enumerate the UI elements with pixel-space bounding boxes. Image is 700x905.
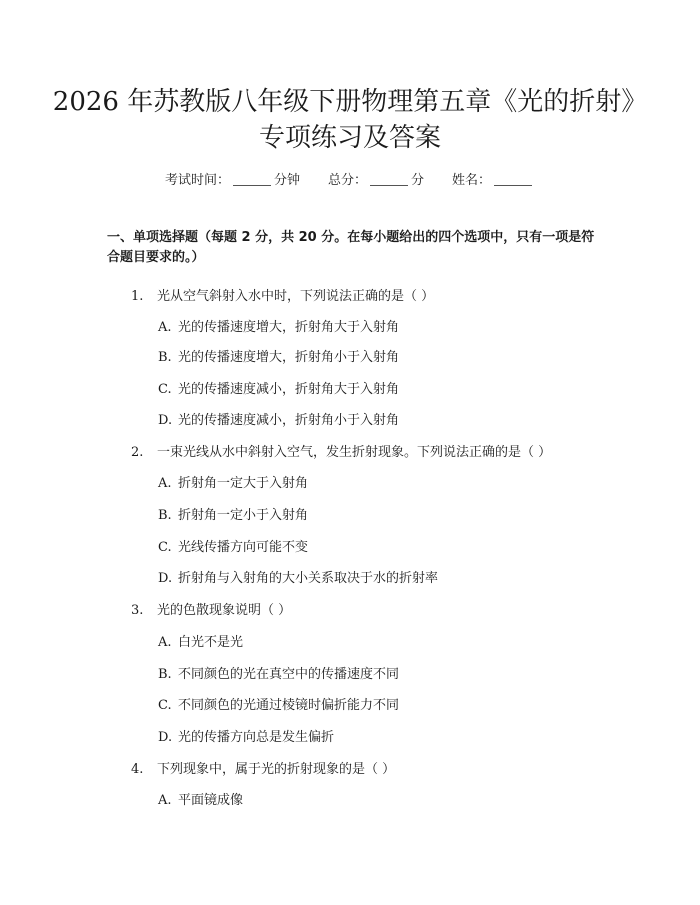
name-field	[452, 169, 535, 188]
option-text: 光的传播速度增大，折射角大于入射角	[178, 320, 400, 335]
question-1-option-d	[158, 409, 399, 428]
question-1-option-b	[158, 346, 399, 365]
total-score-field	[328, 169, 424, 188]
option-letter: C.	[158, 382, 172, 397]
name-label: 姓名：	[452, 173, 492, 188]
total-score-unit: 分	[411, 173, 425, 188]
question-4	[131, 758, 395, 777]
option-letter: B.	[158, 667, 172, 682]
exam-time-field	[165, 169, 300, 188]
question-1-option-a	[158, 316, 399, 335]
question-3-option-b	[158, 663, 399, 682]
option-text: 折射角一定大于入射角	[178, 476, 309, 491]
exam-time-label: 考试时间：	[164, 173, 230, 188]
option-letter: A.	[158, 476, 172, 491]
total-score-blank	[370, 185, 408, 186]
option-letter: C.	[158, 540, 172, 555]
question-number: 2.	[131, 445, 144, 460]
question-2	[131, 441, 551, 460]
question-2-option-d	[158, 567, 438, 586]
question-1-option-c	[158, 378, 399, 397]
exam-info-bar	[0, 169, 700, 188]
question-3-option-c	[158, 694, 399, 713]
question-1	[131, 285, 434, 304]
option-letter: D.	[158, 413, 173, 428]
option-letter: D.	[158, 730, 173, 745]
option-letter: B.	[158, 508, 172, 523]
exam-time-unit: 分钟	[273, 173, 300, 188]
option-letter: B.	[158, 350, 172, 365]
option-text: 不同颜色的光在真空中的传播速度不同	[178, 667, 400, 682]
option-text: 光的传播速度减小，折射角大于入射角	[178, 382, 400, 397]
question-text: 光从空气斜射入水中时，下列说法正确的是（ ）	[157, 289, 435, 304]
question-3-option-a	[158, 631, 243, 650]
option-text: 不同颜色的光通过棱镜时偏折能力不同	[178, 698, 400, 713]
option-text: 光线传播方向可能不变	[178, 540, 309, 555]
question-3	[131, 599, 291, 618]
document-title: 2026 年苏教版八年级下册物理第五章《光的折射》专项练习及答案	[52, 87, 648, 153]
option-letter: C.	[158, 698, 172, 713]
question-3-option-d	[158, 726, 334, 745]
option-letter: D.	[158, 571, 173, 586]
section-heading-single-choice: 一、单项选择题（每题 2 分，共 20 分。在每小题给出的四个选项中，只有一项是符合题目要求的。）	[107, 230, 595, 265]
total-score-label: 总分：	[327, 173, 367, 188]
question-2-option-a	[158, 472, 308, 491]
question-number: 3.	[131, 603, 144, 618]
question-text: 下列现象中，属于光的折射现象的是（ ）	[157, 762, 396, 777]
option-letter: A.	[158, 635, 172, 650]
option-text: 白光不是光	[178, 635, 244, 650]
option-text: 光的传播速度减小，折射角小于入射角	[178, 413, 400, 428]
exam-time-blank	[233, 185, 271, 186]
name-blank	[494, 185, 532, 186]
question-text: 一束光线从水中斜射入空气，发生折射现象。下列说法正确的是（ ）	[157, 445, 552, 460]
question-number: 4.	[131, 762, 144, 777]
option-letter: A.	[158, 320, 172, 335]
question-2-option-b	[158, 504, 308, 523]
option-text: 平面镜成像	[178, 793, 244, 808]
option-text: 光的传播速度增大，折射角小于入射角	[178, 350, 400, 365]
option-text: 折射角与入射角的大小关系取决于水的折射率	[178, 571, 439, 586]
question-2-option-c	[158, 536, 308, 555]
option-text: 折射角一定小于入射角	[178, 508, 309, 523]
question-number: 1.	[131, 289, 144, 304]
question-text: 光的色散现象说明（ ）	[157, 603, 292, 618]
question-4-option-a	[158, 789, 243, 808]
option-letter: A.	[158, 793, 172, 808]
option-text: 光的传播方向总是发生偏折	[178, 730, 335, 745]
